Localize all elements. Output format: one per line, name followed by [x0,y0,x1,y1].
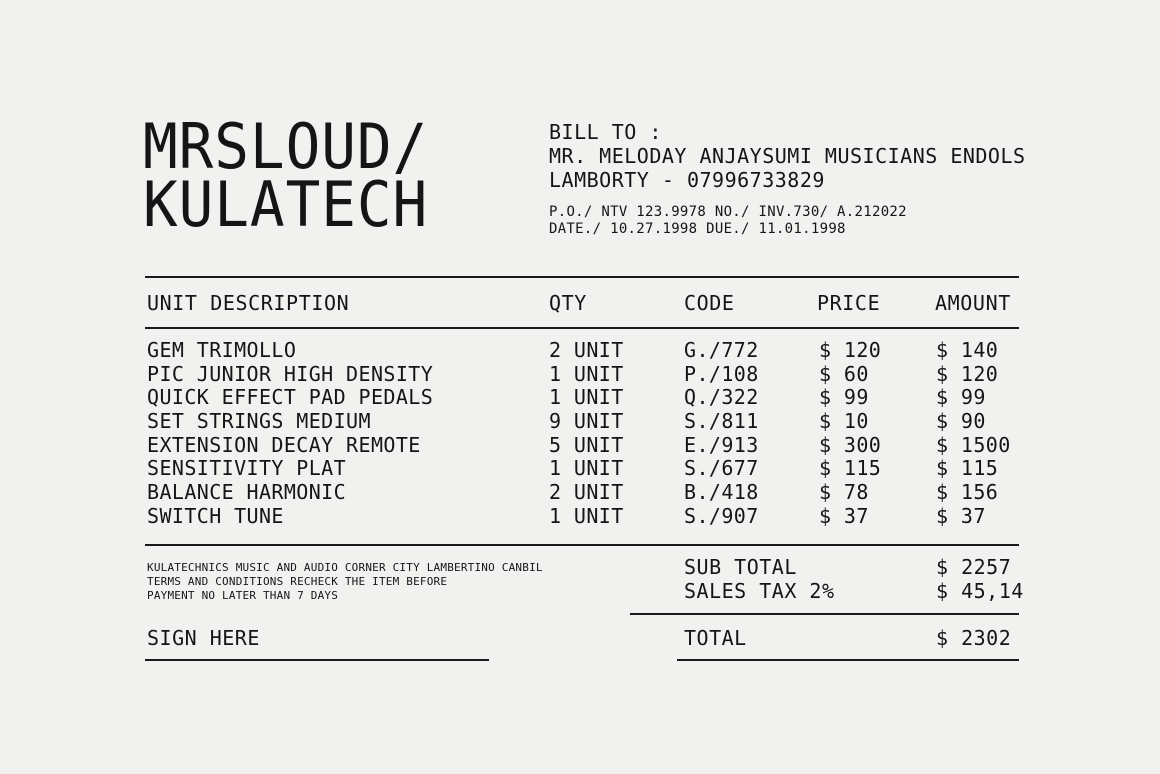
table-cell-description: SET STRINGS MEDIUM [147,409,371,434]
sign-here-label: SIGN HERE [147,626,260,650]
bill-to-label: BILL TO : [549,120,662,144]
terms-note [147,561,543,603]
table-cell-price: $ 78 [819,480,869,505]
company-name-line1: MRSLOUD/ [143,110,429,183]
header-code: CODE [684,291,735,315]
table-cell-amount: $ 99 [936,385,986,410]
bill-to-name: MR. MELODAY ANJAYSUMI MUSICIANS ENDOLS [549,144,1026,168]
table-cell-code: B./418 [684,480,759,505]
table-cell-qty: 2 UNIT [549,480,624,505]
table-cell-qty: 9 UNIT [549,409,624,434]
table-cell-amount: $ 90 [936,409,986,434]
bill-to-block [549,120,1026,192]
table-cell-qty: 1 UNIT [549,503,624,528]
table-cell-qty: 2 UNIT [549,338,624,362]
divider-top [145,276,1019,278]
column-amount [936,339,1011,529]
table-cell-amount: $ 37 [936,503,986,528]
company-name-line2: KULATECH [143,168,429,241]
table-cell-amount: $ 1500 [936,432,1011,457]
table-cell-price: $ 60 [819,361,869,386]
table-cell-amount: $ 140 [936,338,999,362]
total-label: TOTAL [684,626,747,650]
table-cell-description: SENSITIVITY PLAT [147,456,347,481]
column-price [819,339,881,529]
table-cell-amount: $ 156 [936,480,999,505]
subtotal-value: $ 2257 [936,555,1012,579]
table-cell-description: GEM TRIMOLLO [147,338,297,362]
terms-line3: PAYMENT NO LATER THAN 7 DAYS [147,589,339,602]
divider-total-bottom [677,659,1019,661]
table-cell-price: $ 37 [819,503,869,528]
column-code [684,339,759,529]
table-cell-qty: 1 UNIT [549,361,624,386]
table-cell-description: QUICK EFFECT PAD PEDALS [147,385,434,410]
header-amount: AMOUNT [935,291,1011,315]
table-cell-price: $ 300 [819,432,882,457]
table-cell-code: S./907 [684,503,759,528]
table-cell-description: SWITCH TUNE [147,503,284,528]
column-description [147,339,433,529]
table-cell-description: BALANCE HARMONIC [147,480,347,505]
table-cell-qty: 1 UNIT [549,385,624,410]
table-cell-code: E./913 [684,432,759,457]
table-cell-price: $ 99 [819,385,869,410]
header-qty: QTY [549,291,587,315]
table-cell-code: G./772 [684,338,759,362]
table-cell-code: Q./322 [684,385,759,410]
table-cell-code: S./811 [684,409,759,434]
table-cell-code: S./677 [684,456,759,481]
table-cell-amount: $ 115 [936,456,999,481]
table-cell-description: PIC JUNIOR HIGH DENSITY [147,361,434,386]
terms-line2: TERMS AND CONDITIONS RECHECK THE ITEM BEFORE [147,575,448,588]
divider-items-bottom [145,544,1019,546]
terms-line1: KULATECHNICS MUSIC AND AUDIO CORNER CITY LAMBERTINO CANBIL [147,561,543,574]
invoice-meta-line1: P.O./ NTV 123.9978 NO./ INV.730/ A.212022 [549,204,907,220]
signature-line[interactable] [145,659,489,661]
invoice-meta [549,204,907,238]
table-cell-code: P./108 [684,361,759,386]
table-cell-qty: 5 UNIT [549,432,624,457]
table-cell-qty: 1 UNIT [549,456,624,481]
header-description: UNIT DESCRIPTION [147,291,350,315]
divider-totals [630,613,1019,615]
sales-tax-label: SALES TAX 2% [684,579,835,603]
table-cell-price: $ 10 [819,409,869,434]
divider-header [145,327,1019,329]
bill-to-address: LAMBORTY - 07996733829 [549,168,825,192]
table-cell-amount: $ 120 [936,361,999,386]
table-cell-price: $ 115 [819,456,882,481]
table-cell-price: $ 120 [819,338,882,362]
invoice-meta-line2: DATE./ 10.27.1998 DUE./ 11.01.1998 [549,221,846,237]
total-value: $ 2302 [936,626,1012,650]
table-cell-description: EXTENSION DECAY REMOTE [147,432,421,457]
subtotal-label: SUB TOTAL [684,555,797,579]
header-price: PRICE [817,291,881,315]
column-qty [549,339,624,529]
company-logo [143,110,429,241]
sales-tax-value: $ 45,14 [936,579,1024,603]
